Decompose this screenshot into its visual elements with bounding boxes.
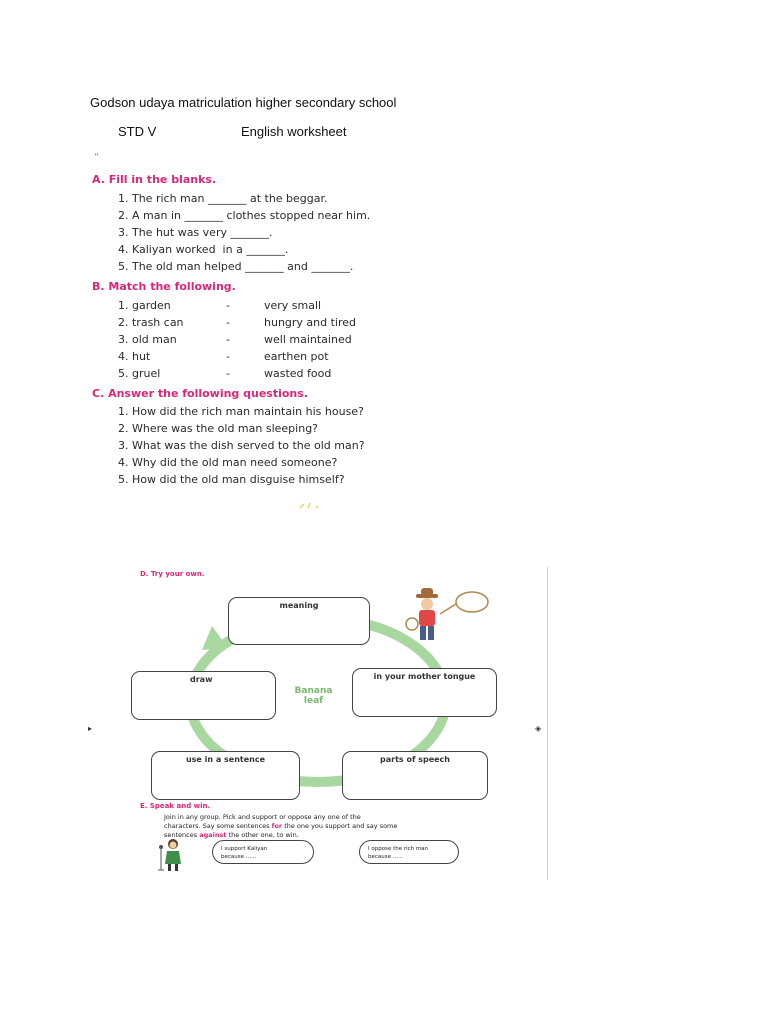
match-left: 4. hut [118,350,151,363]
decorative-mark [298,497,322,505]
match-dash: - [226,350,230,363]
match-dash: - [226,367,230,380]
oppose-speech-bubble [359,840,459,864]
section-a-title: A. Fill in the blanks. [92,173,217,186]
instruction-text: sentences [164,831,200,839]
match-dash: - [226,333,230,346]
parts-of-speech-box [342,751,488,800]
match-right: wasted food [264,367,332,380]
center-label [0,686,627,706]
instruction-text: the other one, to win. [226,831,299,839]
quote-mark: “ [94,152,100,163]
section-c-title: C. Answer the following questions. [92,387,308,400]
section-d-title: D. Try your own. [140,570,205,578]
mother-tongue-box [352,668,497,717]
list-item: 4. Why did the old man need someone? [118,456,338,469]
support-bubble-line2: because ...... [221,854,257,860]
school-name: Godson udaya matriculation higher secondary school [90,95,397,110]
cowboy-illustration [404,588,496,644]
list-item: 3. What was the dish served to the old man? [118,439,365,452]
girl-speaker-illustration [156,838,186,872]
list-item: 2. Where was the old man sleeping? [118,422,319,435]
instruction-text: the one you support and say some [282,822,398,830]
match-dash: - [226,316,230,329]
draw-box [131,671,276,720]
oppose-bubble-line2: because ...... [368,854,404,860]
draw-label: draw [190,675,213,684]
standard-label: STD V [118,124,157,139]
match-right: very small [264,299,322,312]
for-keyword: for [271,822,283,830]
list-item: 1. How did the rich man maintain his house? [118,405,364,418]
list-item: 5. How did the old man disguise himself? [118,473,345,486]
match-left: 2. trash can [118,316,184,329]
support-bubble-line1: I support Kaliyan [221,846,268,852]
match-left: 3. old man [118,333,177,346]
parts-of-speech-label: parts of speech [380,755,450,764]
section-b-title: B. Match the following. [92,280,236,293]
right-marker-icon: ◈ [535,724,542,733]
instruction-line-2 [164,822,397,830]
match-right: earthen pot [264,350,329,363]
subject-label: English worksheet [241,124,347,139]
left-marker-icon: ▸ [88,724,93,733]
instruction-text: characters. Say some sentences [164,822,272,830]
support-speech-bubble [212,840,314,864]
center-label-line1: Banana [294,686,333,696]
sentence-label: use in a sentence [185,755,266,764]
match-left: 5. gruel [118,367,161,380]
list-item: 5. The old man helped _______ and _______. [118,260,354,273]
list-item: 3. The hut was very _______. [118,226,273,239]
instruction-line-1: Join in any group. Pick and support or oppose any one of the [164,813,361,821]
section-e-title: E. Speak and win. [140,802,211,810]
list-item: 2. A man in _______ clothes stopped near him. [118,209,371,222]
match-dash: - [226,299,230,312]
match-left: 1. garden [118,299,171,312]
oppose-bubble-line1: I oppose the rich man [368,846,429,852]
list-item: 1. The rich man _______ at the beggar. [118,192,328,205]
sentence-box [151,751,300,800]
against-keyword: against [199,831,227,839]
meaning-box [228,597,370,645]
image-edge [547,567,548,880]
meaning-label: meaning [279,601,319,610]
center-label-line2: leaf [303,696,324,706]
list-item: 4. Kaliyan worked in a _______. [118,243,289,256]
match-right: well maintained [264,333,352,346]
mother-tongue-label: in your mother tongue [373,672,476,681]
match-right: hungry and tired [264,316,357,329]
